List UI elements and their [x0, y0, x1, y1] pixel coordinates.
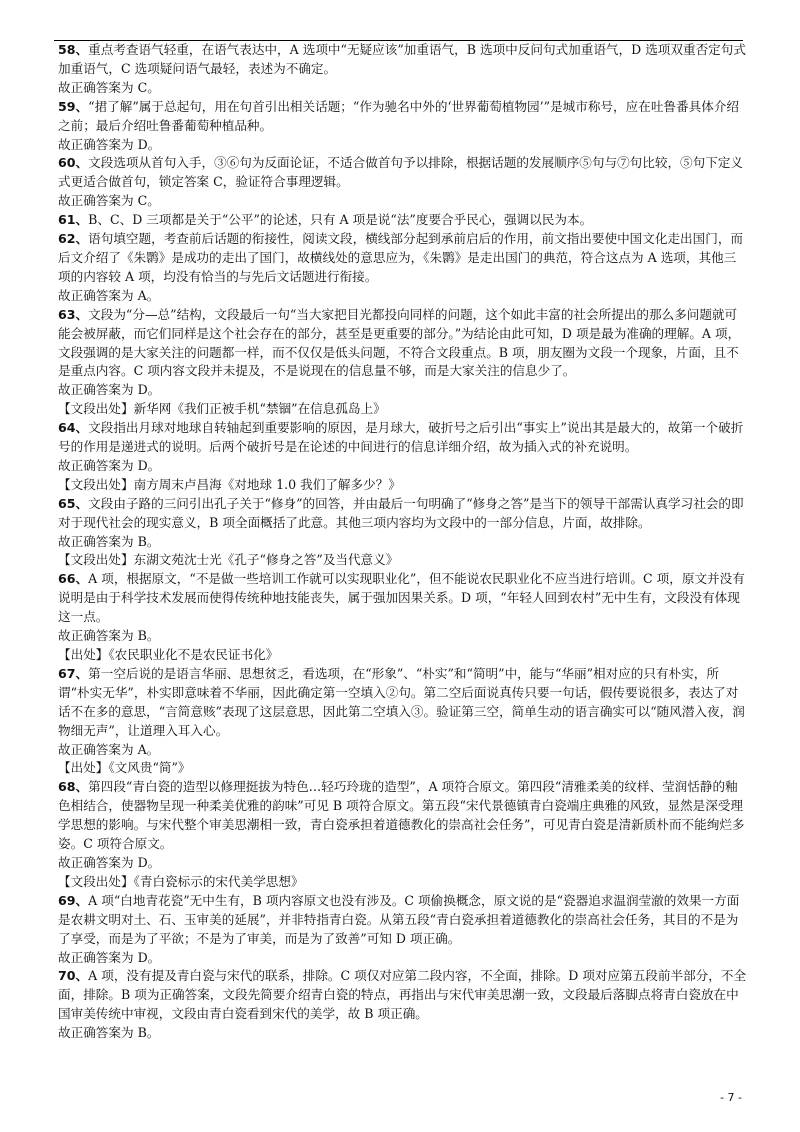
explanation-text: [58, 230, 748, 287]
passage-source: 【文段出处】《青白瓷标示的宋代美学思想》: [58, 873, 304, 889]
passage-source: 【文段出处】新华网《我们正被手机“禁锢”在信息孤岛上》: [58, 401, 386, 417]
explanation-body: 第四段“青白瓷的造型以修理挺拔为特色…轻巧玲珑的造型”，A 项符合原文。第四段“清雅柔美的纹样、莹润恬静的釉色相结合，使器物呈现一种柔美优雅的韵味”可见 B 项符合原文。第五段“宋代景德镇青白瓷端庄典雅的风致，显然是深受理学思想的影响。与宋代整个审美思潮相一致，青白瓷承担着道德教化的崇高社会任务”，可见青白瓷是清新质朴而不能绚烂多姿。C 项符合原文。: [58, 779, 745, 852]
explanation-body: 文段指出月球对地球自转轴起到重要影响的原因，是月球大，破折号之后引出“事实上”说出其是最大的，故第一个破折号的作用是递进式的说明。后两个破折号是在论述的中间进行的信息详细介绍，故为插入式的补充说明。: [58, 420, 744, 455]
explanation-text: [58, 211, 748, 230]
question-number: 58、: [58, 42, 89, 57]
question-explanation: [58, 98, 748, 155]
question-number: 67、: [58, 665, 89, 681]
passage-source: 【文段出处】东湖文苑沈士光《孔子“修身之答”及当代意义》: [58, 552, 399, 568]
explanation-body: B、C、D 三项都是关于“公平”的论述，只有 A 项是说“法”度要合乎民心，强调以民为本。: [88, 212, 593, 228]
question-explanation: [58, 892, 748, 968]
question-number: 63、: [58, 306, 89, 322]
explanation-body: 语句填空题，考查前后话题的衔接性，阅读文段，横线部分起到承前启后的作用，前文指出要使中国文化走出国门，而后文介绍了《朱鹮》是成功的走出了国门，故横线处的意思应为，《朱鹮》是走出国门的典范，符合这点为 A 选项，其他三项的内容较 A 项，均没有恰当的与先后文话题进行衔接。: [58, 231, 743, 284]
question-number: 69、: [58, 892, 89, 908]
explanation-body: 文段为“分—总”结构，文段最后一句“当大家把目光都投向同样的问题，这个如此丰富的社会所提出的那么多问题就可能会被屏蔽，而它们同样是这个社会存在的部分，甚至是更重要的部分。”为结论由此可知，D 项是最为准确的理解。A 项，文段强调的是大家关注的问题都一样，而不仅仅是低头问题，不符合文段重点。B 项，朋友圈为文段一个现象，片面，且不是重点内容。C 项内容文段并未提及，不是说现在的信息量不够，而是大家关注的信息少了。: [58, 306, 741, 379]
correct-answer: 故正确答案为 A。: [58, 287, 160, 303]
question-explanation: [58, 41, 748, 98]
question-number: 62、: [58, 231, 89, 247]
explanation-text: [58, 41, 748, 79]
explanation-body: A 项“白地青花瓷”无中生有，B 项内容原文也没有涉及。C 项偷换概念，原文说的是“瓷器追求温润莹澈的效果一方面是农耕文明对土、石、玉审美的延展”，并非特指青白瓷。从第五段“青白瓷承担着道德教化的崇高社会任务，其目的不是为了享受，而是为了平欲；不是为了审美，而是为了致善”可知 D 项正确。: [58, 892, 740, 946]
question-explanation: [58, 778, 748, 891]
question-explanation: [58, 570, 748, 665]
page-number: - 7 -: [720, 1091, 742, 1104]
question-number: 60、: [58, 155, 89, 171]
answer-explanations: [58, 41, 748, 1043]
question-number: 64、: [58, 420, 89, 436]
question-explanation: [58, 154, 748, 211]
question-explanation: [58, 495, 748, 571]
correct-answer: 故正确答案为 B。: [58, 533, 160, 549]
explanation-body: 文段由子路的三问引出孔子关于“修身”的回答，并由最后一句明确了“修身之答”是当下的领导干部需认真学习社会的即对于现代社会的现实意义，B 项全面概括了此意。其他三项内容均为文段中的一部分信息，片面，故排除。: [58, 495, 744, 530]
question-explanation: [58, 211, 748, 230]
passage-source: 【出处】《农民职业化不是农民证书化》: [58, 647, 279, 662]
question-number: 66、: [58, 571, 89, 587]
explanation-text: [58, 306, 748, 382]
explanation-body: 文段选项从首句入手，③⑥句为反面论证，不适合做首句予以排除，根据话题的发展顺序⑤句与⑦句比较，⑤句下定义式更适合做首句，锁定答案 C，验证符合事理逻辑。: [58, 155, 743, 190]
question-number: 61、: [58, 212, 89, 228]
correct-answer: 故正确答案为 D。: [58, 949, 161, 965]
explanation-body: A 项，没有提及青白瓷与宋代的联系，排除。C 项仅对应第二段内容，不全面，排除。D 项对应第五段前半部分，不全面，排除。B 项为正确答案，文段先简要介绍青白瓷的特点，再指出与宋代审美思潮一致，文段最后落脚点将青白瓷放在中国审美传统中审视，文段由青白瓷看到宋代的美学，故 B 项正确。: [58, 968, 747, 1022]
question-number: 65、: [58, 495, 89, 511]
explanation-text: [58, 778, 748, 854]
question-explanation: [58, 306, 748, 419]
explanation-text: [58, 495, 748, 533]
explanation-body: “捃了解”属于总起句，用在句首引出相关话题；“作为驰名中外的‘世界葡萄植物园’”是城市称号，应在吐鲁番具体介绍之前；最后介绍吐鲁番葡萄种植品种。: [58, 98, 739, 133]
explanation-body: 重点考查语气轻重，在语气表达中，A 选项中“无疑应该”加重语气，B 选项中反问句式加重语气，D 选项双重否定句式加重语气，C 选项疑问语气最轻，表述为不确定。: [58, 42, 746, 76]
correct-answer: 故正确答案为 C。: [58, 193, 160, 209]
correct-answer: 故正确答案为 D。: [58, 136, 161, 152]
correct-answer: 故正确答案为 C。: [58, 79, 160, 95]
correct-answer: 故正确答案为 B。: [58, 628, 160, 644]
explanation-text: [58, 419, 748, 457]
question-explanation: [58, 419, 748, 495]
question-number: 68、: [58, 779, 89, 795]
explanation-body: 第一空后说的是语言华丽、思想贫乏，看选项，在“形象”、“朴实”和“简明”中，能与“华丽”相对应的只有朴实，所谓“朴实无华”，朴实即意味着不华丽，因此确定第一空填入②句。第二空后面说真传只要一句话，假传要说很多，表达了对话不在多的意思，“言简意赅”表现了这层意思，因此第二空填入③。验证第三空，简单生动的语言确实可以“随风潜入夜，润物细无声”，让道理入耳入心。: [58, 665, 745, 738]
explanation-text: [58, 892, 748, 949]
explanation-text: [58, 967, 748, 1024]
correct-answer: 故正确答案为 A。: [58, 741, 160, 757]
question-explanation: [58, 967, 748, 1043]
question-explanation: [58, 230, 748, 306]
question-number: 70、: [58, 968, 89, 984]
correct-answer: 故正确答案为 D。: [58, 854, 161, 870]
explanation-body: A 项，根据原文，“不是做一些培训工作就可以实现职业化”，但不能说农民职业化不应当进行培训。C 项，原文并没有说明是由于科学技术发展而使得传统种地技能丧失，属于强加因果关系。D 项，“年轻人回到农村”无中生有，文段没有体现这一点。: [58, 571, 745, 625]
explanation-text: [58, 665, 748, 741]
explanation-text: [58, 154, 748, 192]
explanation-text: [58, 98, 748, 136]
passage-source: 【文段出处】南方周末卢昌海《对地球 1.0 我们了解多少？》: [58, 476, 401, 492]
explanation-text: [58, 570, 748, 627]
correct-answer: 故正确答案为 D。: [58, 457, 161, 473]
correct-answer: 故正确答案为 D。: [58, 382, 161, 398]
passage-source: 【出处】《文风贵“简”》: [58, 760, 191, 776]
question-number: 59、: [58, 98, 89, 114]
correct-answer: 故正确答案为 B。: [58, 1025, 160, 1041]
question-explanation: [58, 665, 748, 778]
